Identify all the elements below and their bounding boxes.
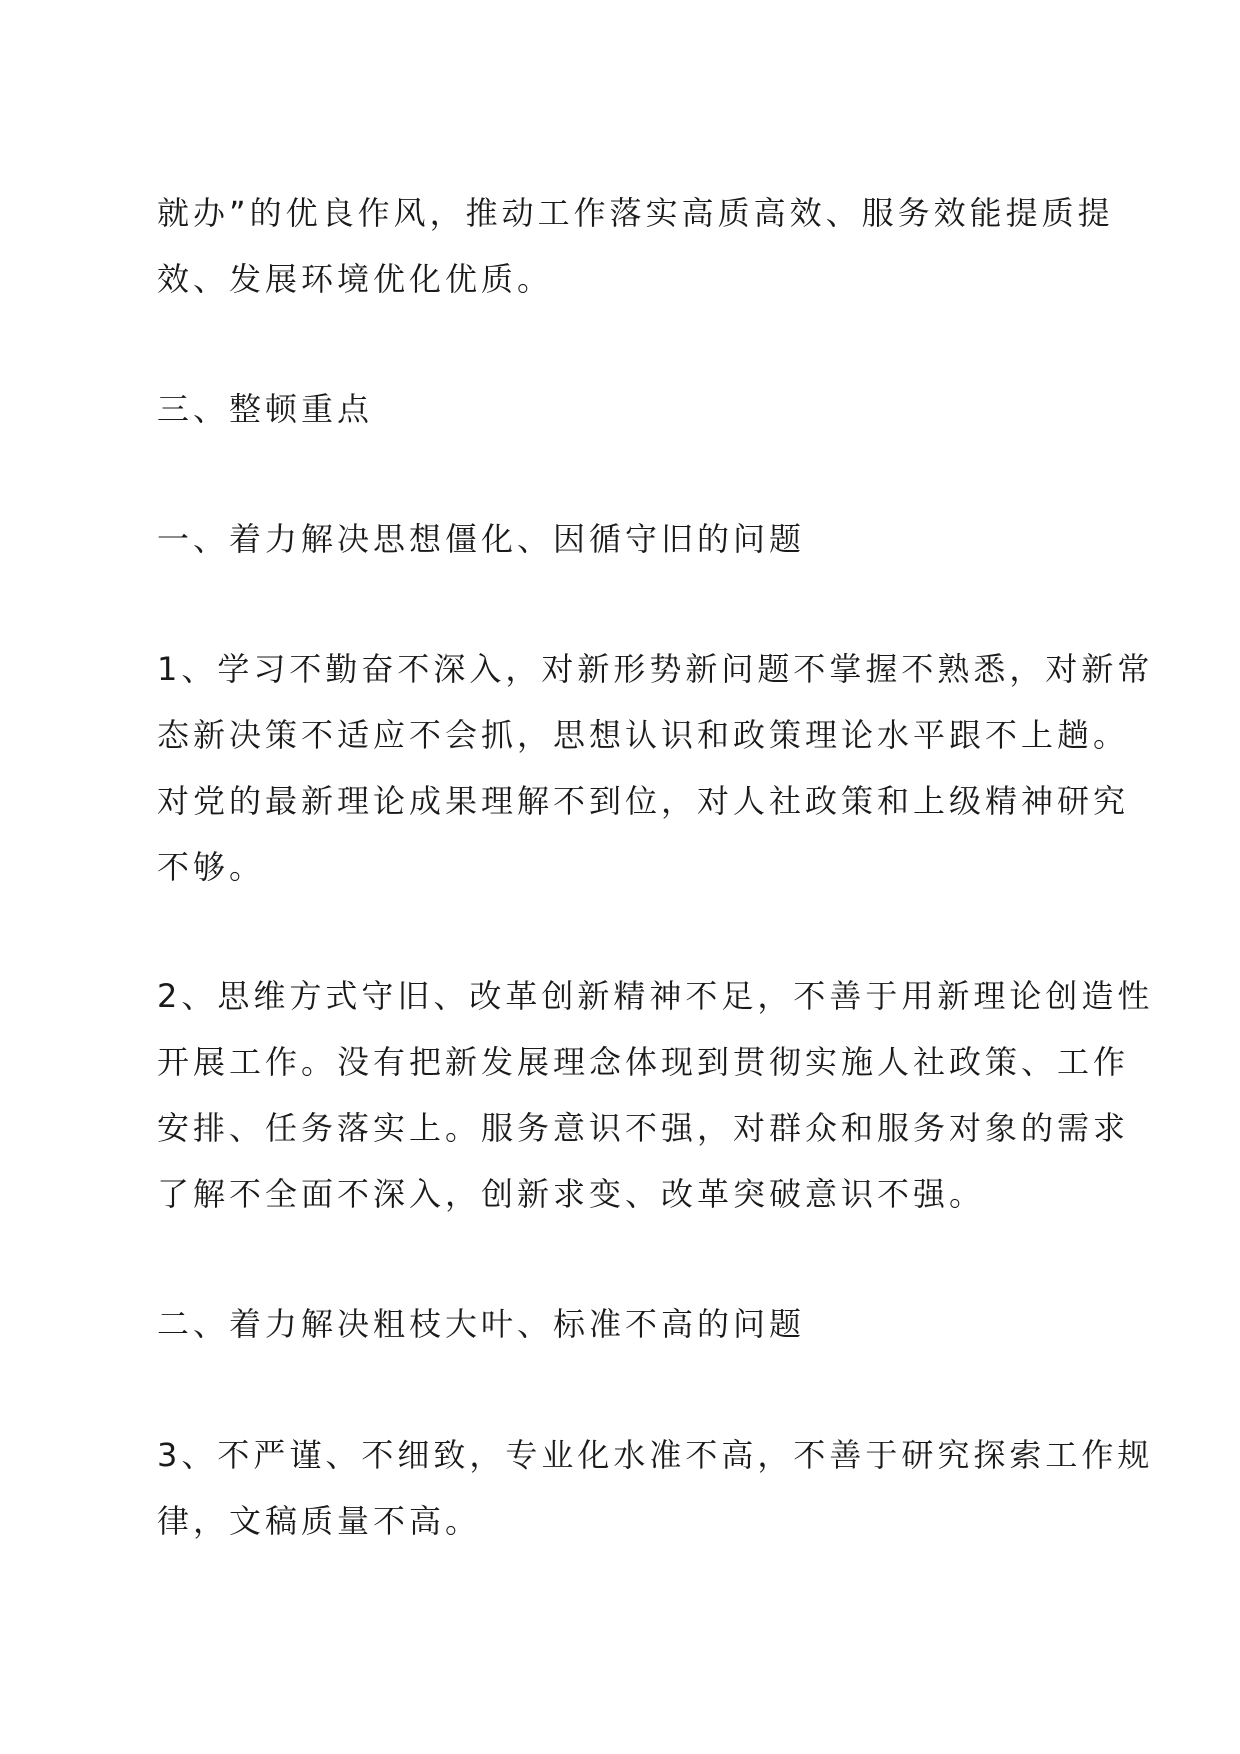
paragraph-line: 安排、任务落实上。服务意识不强，对群众和服务对象的需求 <box>157 1109 1130 1147</box>
part-heading-text: 一、着力解决思想僵化、因循守旧的问题 <box>157 520 806 558</box>
paragraph-line: 了解不全面不深入，创新求变、改革突破意识不强。 <box>157 1175 986 1213</box>
paragraph-line: 3、不严谨、不细致，专业化水准不高，不善于研究探索工作规 <box>157 1436 1154 1474</box>
paragraph-line: 2、思维方式守旧、改革创新精神不足，不善于用新理论创造性 <box>157 977 1154 1015</box>
part-heading-1 <box>157 506 1087 572</box>
item-3-paragraph <box>157 1422 1154 1554</box>
part-heading-2 <box>157 1291 1087 1357</box>
item-2-paragraph <box>157 963 1154 1227</box>
paragraph-line: 开展工作。没有把新发展理念体现到贯彻实施人社政策、工作 <box>157 1043 1130 1081</box>
paragraph-line: 对党的最新理论成果理解不到位，对人社政策和上级精神研究 <box>157 782 1130 820</box>
section-heading-text: 三、整顿重点 <box>157 390 374 428</box>
intro-paragraph <box>157 180 1114 312</box>
item-1-paragraph <box>157 636 1154 900</box>
paragraph-line: 就办”的优良作风，推动工作落实高质高效、服务效能提质提 <box>157 194 1114 232</box>
paragraph-line: 态新决策不适应不会抓，思想认识和政策理论水平跟不上趟。 <box>157 716 1130 754</box>
paragraph-line: 1、学习不勤奋不深入，对新形势新问题不掌握不熟悉，对新常 <box>157 650 1154 688</box>
paragraph-line: 效、发展环境优化优质。 <box>157 260 554 298</box>
paragraph-line: 律，文稿质量不高。 <box>157 1502 482 1540</box>
section-heading <box>157 376 1087 442</box>
paragraph-line: 不够。 <box>157 848 266 886</box>
part-heading-text: 二、着力解决粗枝大叶、标准不高的问题 <box>157 1305 806 1343</box>
